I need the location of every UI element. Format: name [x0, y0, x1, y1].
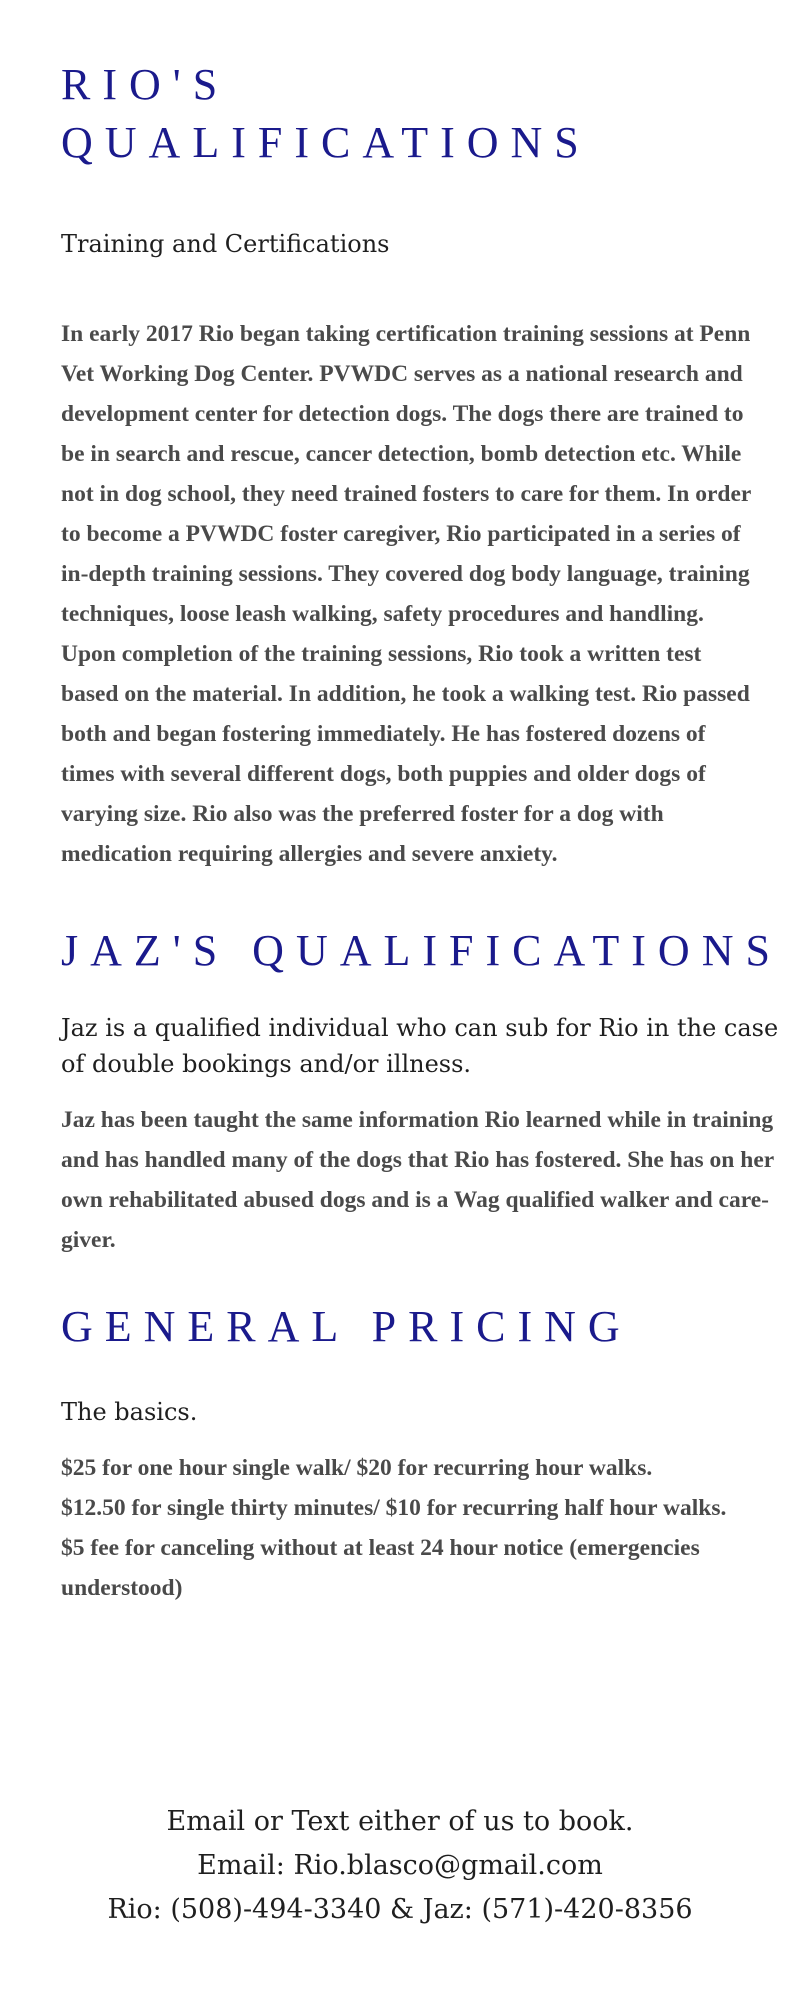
contact-phones[interactable]: Rio: (508)-494-3340 & Jaz: (571)-420-8356	[107, 1894, 693, 1925]
contact-section	[0, 1800, 800, 1932]
jaz-intro-subheading: Jaz is a qualified individual who can sub for Rio in the case of double bookings and/or illness.	[61, 1014, 779, 1078]
price-line-hour-walks: $25 for one hour single walk/ $20 for recurring hour walks.	[61, 1455, 653, 1481]
contact-book-line: Email or Text either of us to book.	[166, 1806, 634, 1837]
jaz-qualifications-title: JAZ'S QUALIFICATIONS	[61, 926, 782, 975]
price-line-cancel-fee: $5 fee for canceling without at least 24 hour notice (emergencies understood)	[61, 1535, 700, 1601]
general-pricing-title: GENERAL PRICING	[61, 1302, 632, 1351]
jaz-qualifications-body: Jaz has been taught the same information Rio learned while in training and has handled many of the dogs that Rio has fostered. She has on her own rehabilitated abused dogs and is a Wag qualified walker and care-giver.	[61, 1107, 774, 1253]
pricing-basics-subheading: The basics.	[61, 1398, 198, 1426]
rio-training-body: In early 2017 Rio began taking certification training sessions at Penn Vet Working Dog Center. PVWDC serves as a national research and development center for detection dogs. The dogs there are trained to be in search and rescue, cancer detection, bomb detection etc. While not in dog school, they need trained fosters to care for them. In order to become a PVWDC foster caregiver, Rio participated in a series of in-depth training sessions. They covered dog body language, training techniques, loose leash walking, safety procedures and handling. Upon completion of the training sessions, Rio took a written test based on the material. In addition, he took a walking test. Rio passed both and began fostering immediately. He has fostered dozens of times with several different dogs, both puppies and older dogs of varying size. Rio also was the preferred foster for a dog with medication requiring allergies and severe anxiety.	[61, 321, 751, 867]
rio-qualifications-title: RIO'S QUALIFICATIONS	[61, 60, 591, 167]
general-pricing-section	[61, 1298, 770, 1608]
price-list	[61, 1448, 776, 1608]
price-line-half-hour-walks: $12.50 for single thirty minutes/ $10 for recurring half hour walks.	[61, 1495, 727, 1521]
rio-qualifications-section	[61, 56, 770, 874]
contact-email[interactable]: Email: Rio.blasco@gmail.com	[197, 1850, 603, 1881]
rio-training-subheading: Training and Certifications	[61, 230, 390, 258]
jaz-qualifications-section	[61, 922, 782, 1260]
